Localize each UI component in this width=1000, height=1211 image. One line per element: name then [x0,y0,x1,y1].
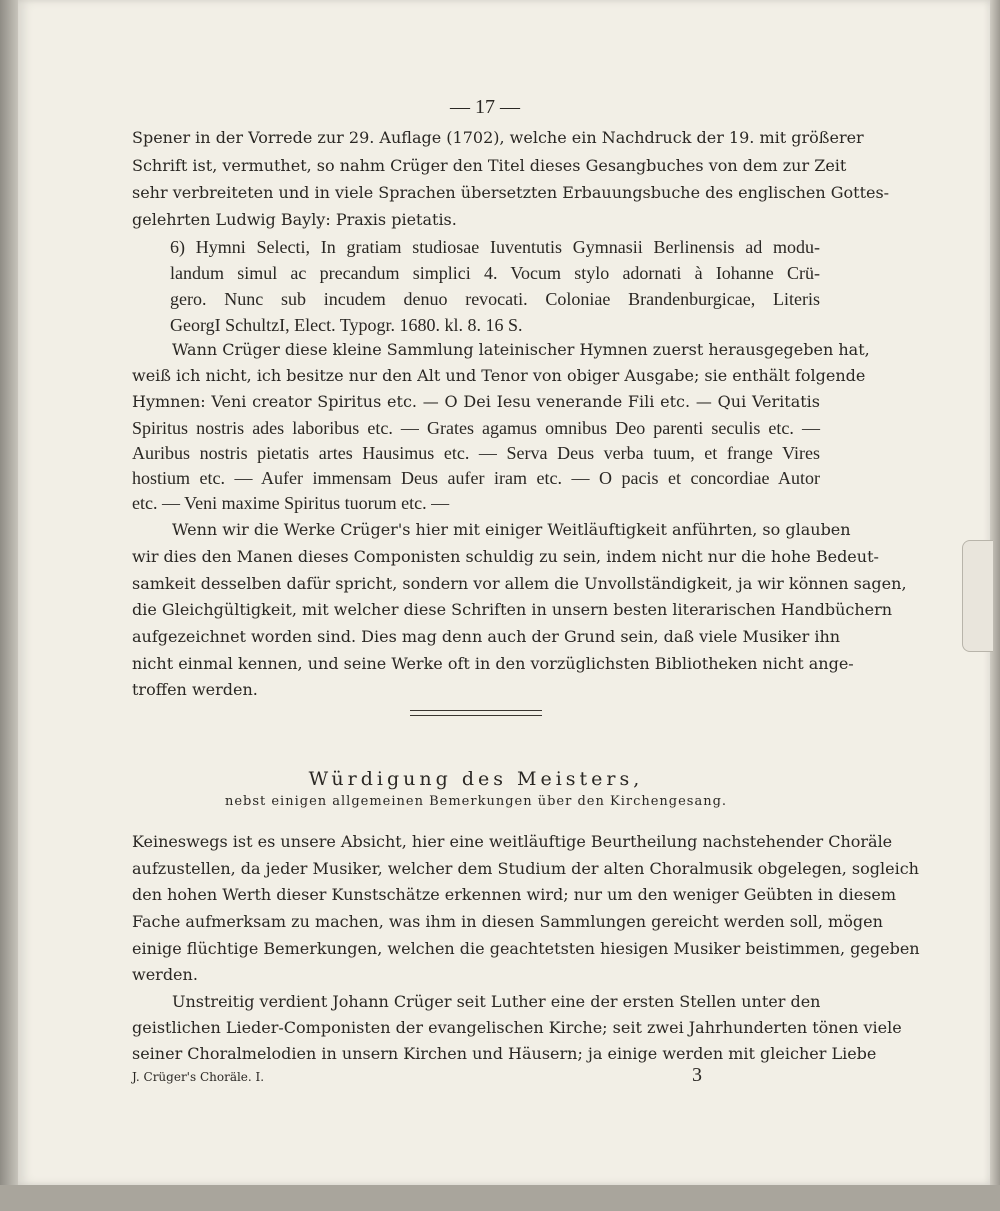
text-line: hostium etc. — Aufer immensam Deus aufer iram etc. — O pacis et concordiae Autor [132,468,820,488]
text-line: Wenn wir die Werke Crüger's hier mit einiger Weitläuftigkeit anführten, so glauben [172,520,851,539]
text-line: Auribus nostris pietatis artes Hausimus etc. — Serva Deus verba tuum, et frange Vires [132,443,820,463]
text-line: werden. [132,965,198,984]
text-line: gelehrten Ludwig Bayly: Praxis pietatis. [132,210,457,229]
text-line: den hohen Werth dieser Kunstschätze erkennen wird; nur um den weniger Geübten in diesem [132,885,897,904]
text-line: samkeit desselben dafür spricht, sondern vor allem die Unvollständigkeit, ja wir können sagen, [132,574,907,593]
text-line: nicht einmal kennen, und seine Werke oft in den vorzüglichsten Bibliotheken nicht ange- [132,654,854,673]
book-bottom-edge [0,1185,1000,1211]
text-line: Spiritus nostris ades laboribus etc. — Grates agamus omnibus Deo parenti seculis etc. — [132,418,820,438]
text-line: weiß ich nicht, ich besitze nur den Alt und Tenor von obiger Ausgabe; sie enthält folgende [132,366,866,385]
sheet-number: 3 [692,1064,702,1086]
bibliography-entry-line: 6) Hymni Selecti, In gratiam studiosae Iuventutis Gymnasii Berlinensis ad modu- [170,237,820,257]
text-line: die Gleichgültigkeit, mit welcher diese Schriften in unsern besten literarischen Handbüchern [132,600,893,619]
text-line: Unstreitig verdient Johann Crüger seit Luther eine der ersten Stellen unter den [172,992,821,1011]
signature-mark: J. Crüger's Choräle. I. [132,1070,265,1084]
text-line: Schrift ist, vermuthet, so nahm Crüger den Titel dieses Gesangbuches von dem zur Zeit [132,156,847,175]
text-line: geistlichen Lieder-Componisten der evangelischen Kirche; seit zwei Jahrhunderten tönen viele [132,1018,902,1037]
text-line: Wann Crüger diese kleine Sammlung lateinischer Hymnen zuerst herausgegeben hat, [172,340,870,359]
text-line: aufgezeichnet worden sind. Dies mag denn auch der Grund sein, daß viele Musiker ihn [132,627,841,646]
section-heading: Würdigung des Meisters, [308,768,644,790]
text-line: etc. — Veni maxime Spiritus tuorum etc. — [132,493,450,513]
text-line: Fache aufmerksam zu machen, was ihm in diesen Sammlungen gereicht werden soll, mögen [132,912,883,931]
text-line: Hymnen: Veni creator Spiritus etc. — O Dei Iesu venerande Fili etc. — Qui Veritatis [132,392,820,411]
section-divider [410,710,542,716]
text-line: troffen werden. [132,680,258,699]
text-line: Spener in der Vorrede zur 29. Auflage (1702), welche ein Nachdruck der 19. mit größerer [132,128,864,147]
text-line: Keineswegs ist es unsere Absicht, hier eine weitläuftige Beurtheilung nachstehender Choräle [132,832,893,851]
section-subheading: nebst einigen allgemeinen Bemerkungen über den Kirchengesang. [224,794,728,809]
bibliography-entry-line: gero. Nunc sub incudem denuo revocati. Coloniae Brandenburgicae, Literis [170,289,820,309]
page-number: — 17 — [450,96,520,118]
text-line: einige flüchtige Bemerkungen, welchen die geachtetsten hiesigen Musiker beistimmen, gegeben [132,939,920,958]
text-line: sehr verbreiteten und in viele Sprachen übersetzten Erbauungsbuche des englischen Gottes- [132,183,890,202]
text-line: wir dies den Manen dieses Componisten schuldig zu sein, indem nicht nur die hohe Bedeut- [132,547,879,566]
page-tab-marker [962,540,993,652]
bibliography-entry-line: landum simul ac precandum simplici 4. Vocum stylo adornati à Iohanne Crü- [170,263,820,283]
text-line: aufzustellen, da jeder Musiker, welcher dem Studium der alten Choralmusik obgelegen, sogleich [132,859,919,878]
book-gutter [0,0,18,1211]
text-line: seiner Choralmelodien in unsern Kirchen und Häusern; ja einige werden mit gleicher Liebe [132,1044,877,1063]
bibliography-entry-line: GeorgI SchultzI, Elect. Typogr. 1680. kl. 8. 16 S. [170,315,523,335]
